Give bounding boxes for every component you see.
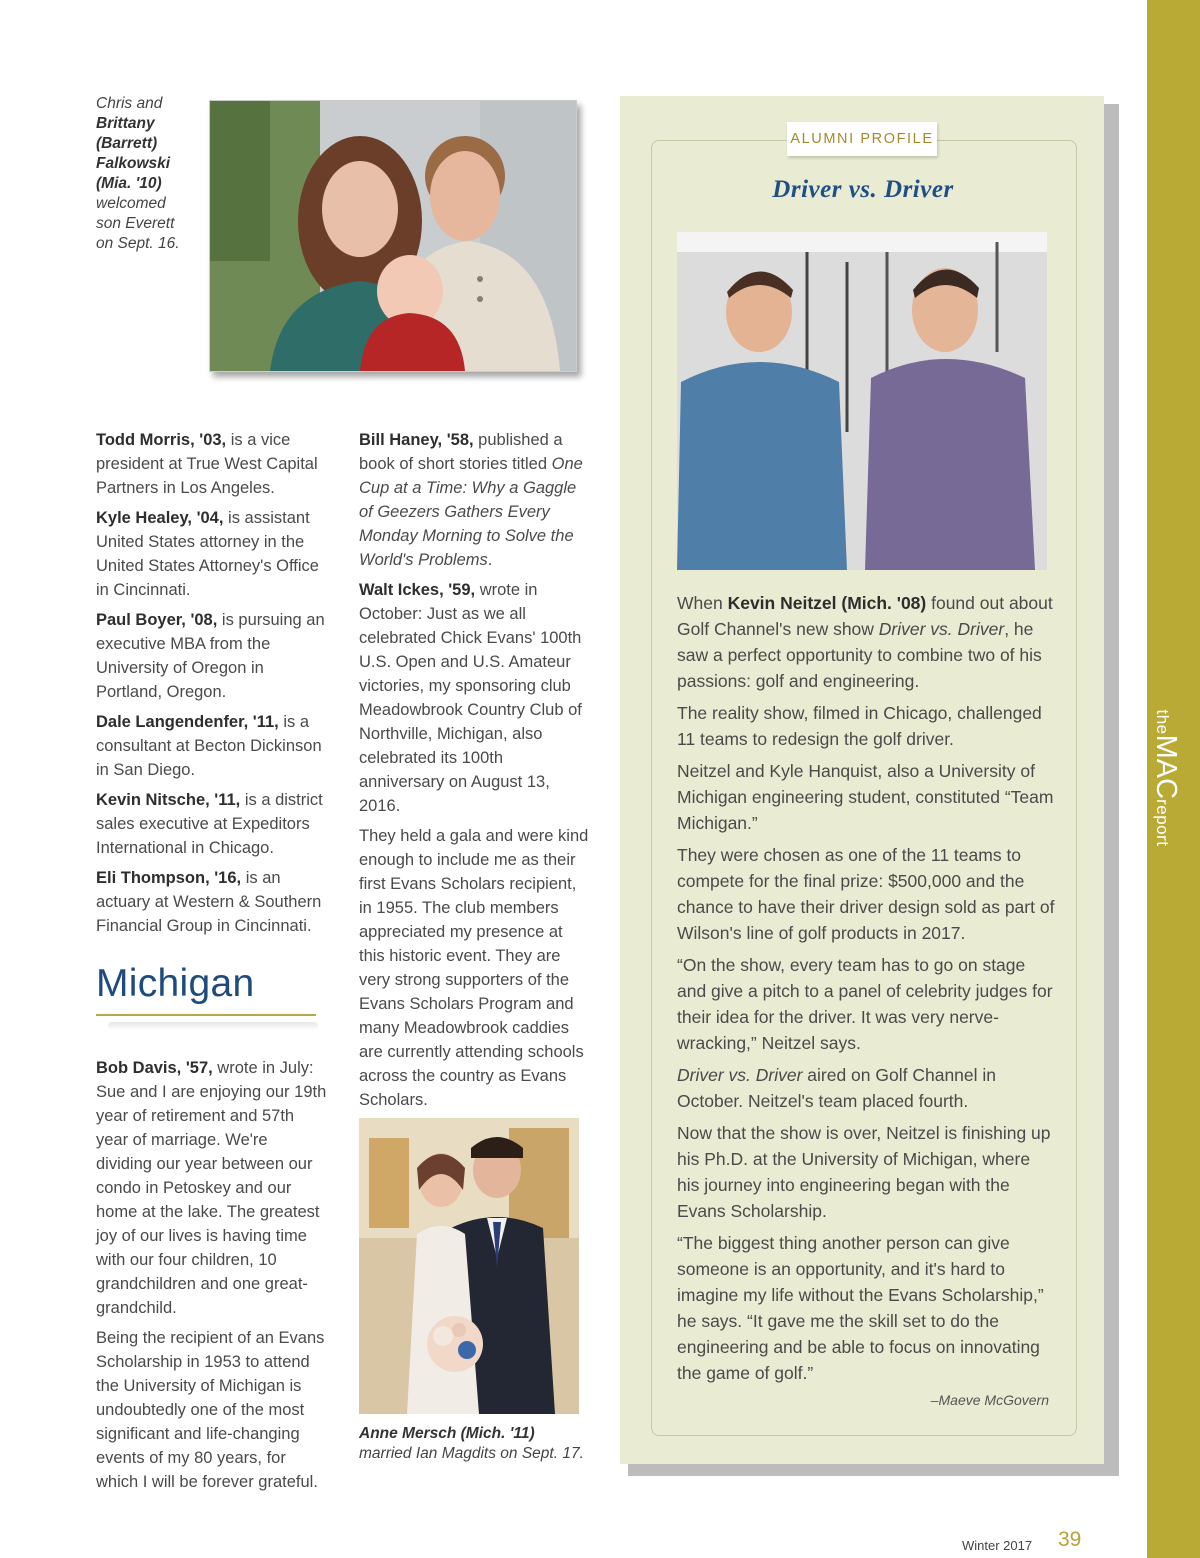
profile-byline: –Maeve McGovern: [930, 1392, 1049, 1408]
entry-walt-ickes-continued: They held a gala and were kind enough to include me as their first Evans Scholars recipient, in 1955. The club members appreciated my presence at this historic event. They are very strong supporters of the Evans Scholars Program and many Meadowbrook caddies are currently attending schools across the country as Evans Scholars.: [359, 827, 589, 1109]
family-caption-line: Falkowski: [96, 155, 171, 172]
family-photo: [209, 100, 577, 372]
entry-kyle-healey: Kyle Healey, '04, is assistant United States attorney in the United States Attorney's Office in Cincinnati.: [96, 509, 319, 599]
entry-todd-morris: Todd Morris, '03, is a vice president at True West Capital Partners in Los Angeles.: [96, 431, 318, 497]
profile-paragraph-6: Driver vs. Driver aired on Golf Channel in October. Neitzel's team placed fourth.: [677, 1065, 997, 1111]
middle-column-entries: [359, 428, 591, 1118]
section-heading-michigan: Michigan: [96, 962, 255, 1005]
profile-paragraph-3: Neitzel and Kyle Hanquist, also a University of Michigan engineering student, constituted “Team Michigan.”: [677, 761, 1054, 833]
profile-paragraph-1: When Kevin Neitzel (Mich. '08) found out about Golf Channel's new show Driver vs. Driver, he saw a perfect opportunity to combine two of his passions: golf and engineering.: [677, 593, 1053, 691]
magazine-brand: theMACreport: [1150, 709, 1182, 847]
entry-bob-davis: Bob Davis, '57, wrote in July: Sue and I are enjoying our 19th year of retirement and 57th year of marriage. We're dividing our year between our condo in Petoskey and our home at the lake. The greatest joy of our lives is having time with our four children, 10 grandchildren and one great-grandchild.: [96, 1059, 327, 1317]
michigan-entries: [96, 1056, 328, 1500]
entry-eli-thompson: Eli Thompson, '16, is an actuary at Western & Southern Financial Group in Cincinnati.: [96, 869, 322, 935]
family-caption-line: (Mia. '10): [96, 175, 162, 192]
profile-paragraph-2: The reality show, filmed in Chicago, challenged 11 teams to redesign the golf driver.: [677, 703, 1042, 749]
wedding-photo-image: [359, 1118, 579, 1414]
profile-photo: [677, 232, 1047, 570]
entry-bill-haney: Bill Haney, '58, published a book of short stories titled One Cup at a Time: Why a Gaggle of Geezers Gathers Every Monday Morning to Solve the World's Problems.: [359, 431, 583, 569]
family-caption-line: welcomed: [96, 195, 166, 212]
profile-title: Driver vs. Driver: [772, 176, 954, 203]
issue-label: Winter 2017: [962, 1538, 1033, 1553]
entry-bob-davis-continued: Being the recipient of an Evans Scholarship in 1953 to attend the University of Michigan is undoubtedly one of the most significant and life-changing events of my 80 years, for which I will be forever grateful.: [96, 1329, 325, 1491]
family-photo-caption: [96, 94, 206, 254]
section-heading-rule: [96, 1014, 316, 1016]
profile-tag: ALUMNI PROFILE: [787, 122, 937, 156]
profile-paragraph-5: “On the show, every team has to go on stage and give a pitch to a panel of celebrity judges for their idea for the driver. It was very nerve-wracking,” Neitzel says.: [677, 955, 1053, 1053]
section-heading-shadow: [108, 1022, 318, 1030]
left-column-entries: [96, 428, 328, 944]
entry-paul-boyer: Paul Boyer, '08, is pursuing an executive MBA from the University of Oregon in Portland, Oregon.: [96, 611, 325, 701]
entry-kevin-nitsche: Kevin Nitsche, '11, is a district sales executive at Expeditors International in Chicago.: [96, 791, 323, 857]
profile-paragraph-7: Now that the show is over, Neitzel is finishing up his Ph.D. at the University of Michigan, where his journey into engineering began with the Evans Scholarship.: [677, 1123, 1051, 1221]
family-caption-line: on Sept. 16.: [96, 235, 180, 252]
entry-dale-langendenfer: Dale Langendenfer, '11, is a consultant at Becton Dickinson in San Diego.: [96, 713, 322, 779]
profile-body: [677, 590, 1057, 1392]
profile-paragraph-8: “The biggest thing another person can give someone is an opportunity, and it's hard to imagine my life without the Evans Scholarship,” he says. “It gave me the skill set to do the engineering and be able to focus on innovating the game of golf.”: [677, 1233, 1044, 1383]
family-caption-line: Chris and: [96, 95, 163, 112]
family-caption-line: son Everett: [96, 215, 175, 232]
entry-walt-ickes: Walt Ickes, '59, wrote in October: Just as we all celebrated Chick Evans' 100th U.S. Open and U.S. Amateur victories, my sponsoring club Meadowbrook Country Club of Northville, Michigan, also celebrated its 100th anniversary on August 13, 2016.: [359, 581, 582, 815]
family-caption-line: Brittany: [96, 115, 155, 132]
wedding-photo: [359, 1118, 579, 1414]
family-caption-line: (Barrett): [96, 135, 158, 152]
wedding-photo-caption: Anne Mersch (Mich. '11) married Ian Magdits on Sept. 17.: [359, 1425, 584, 1462]
family-photo-image: [210, 101, 576, 371]
page-number: 39: [1058, 1528, 1082, 1551]
profile-photo-image: [677, 232, 1047, 570]
profile-paragraph-4: They were chosen as one of the 11 teams to compete for the final prize: $500,000 and the chance to have their driver design sold as part of Wilson's line of golf products in 2017.: [677, 845, 1055, 943]
